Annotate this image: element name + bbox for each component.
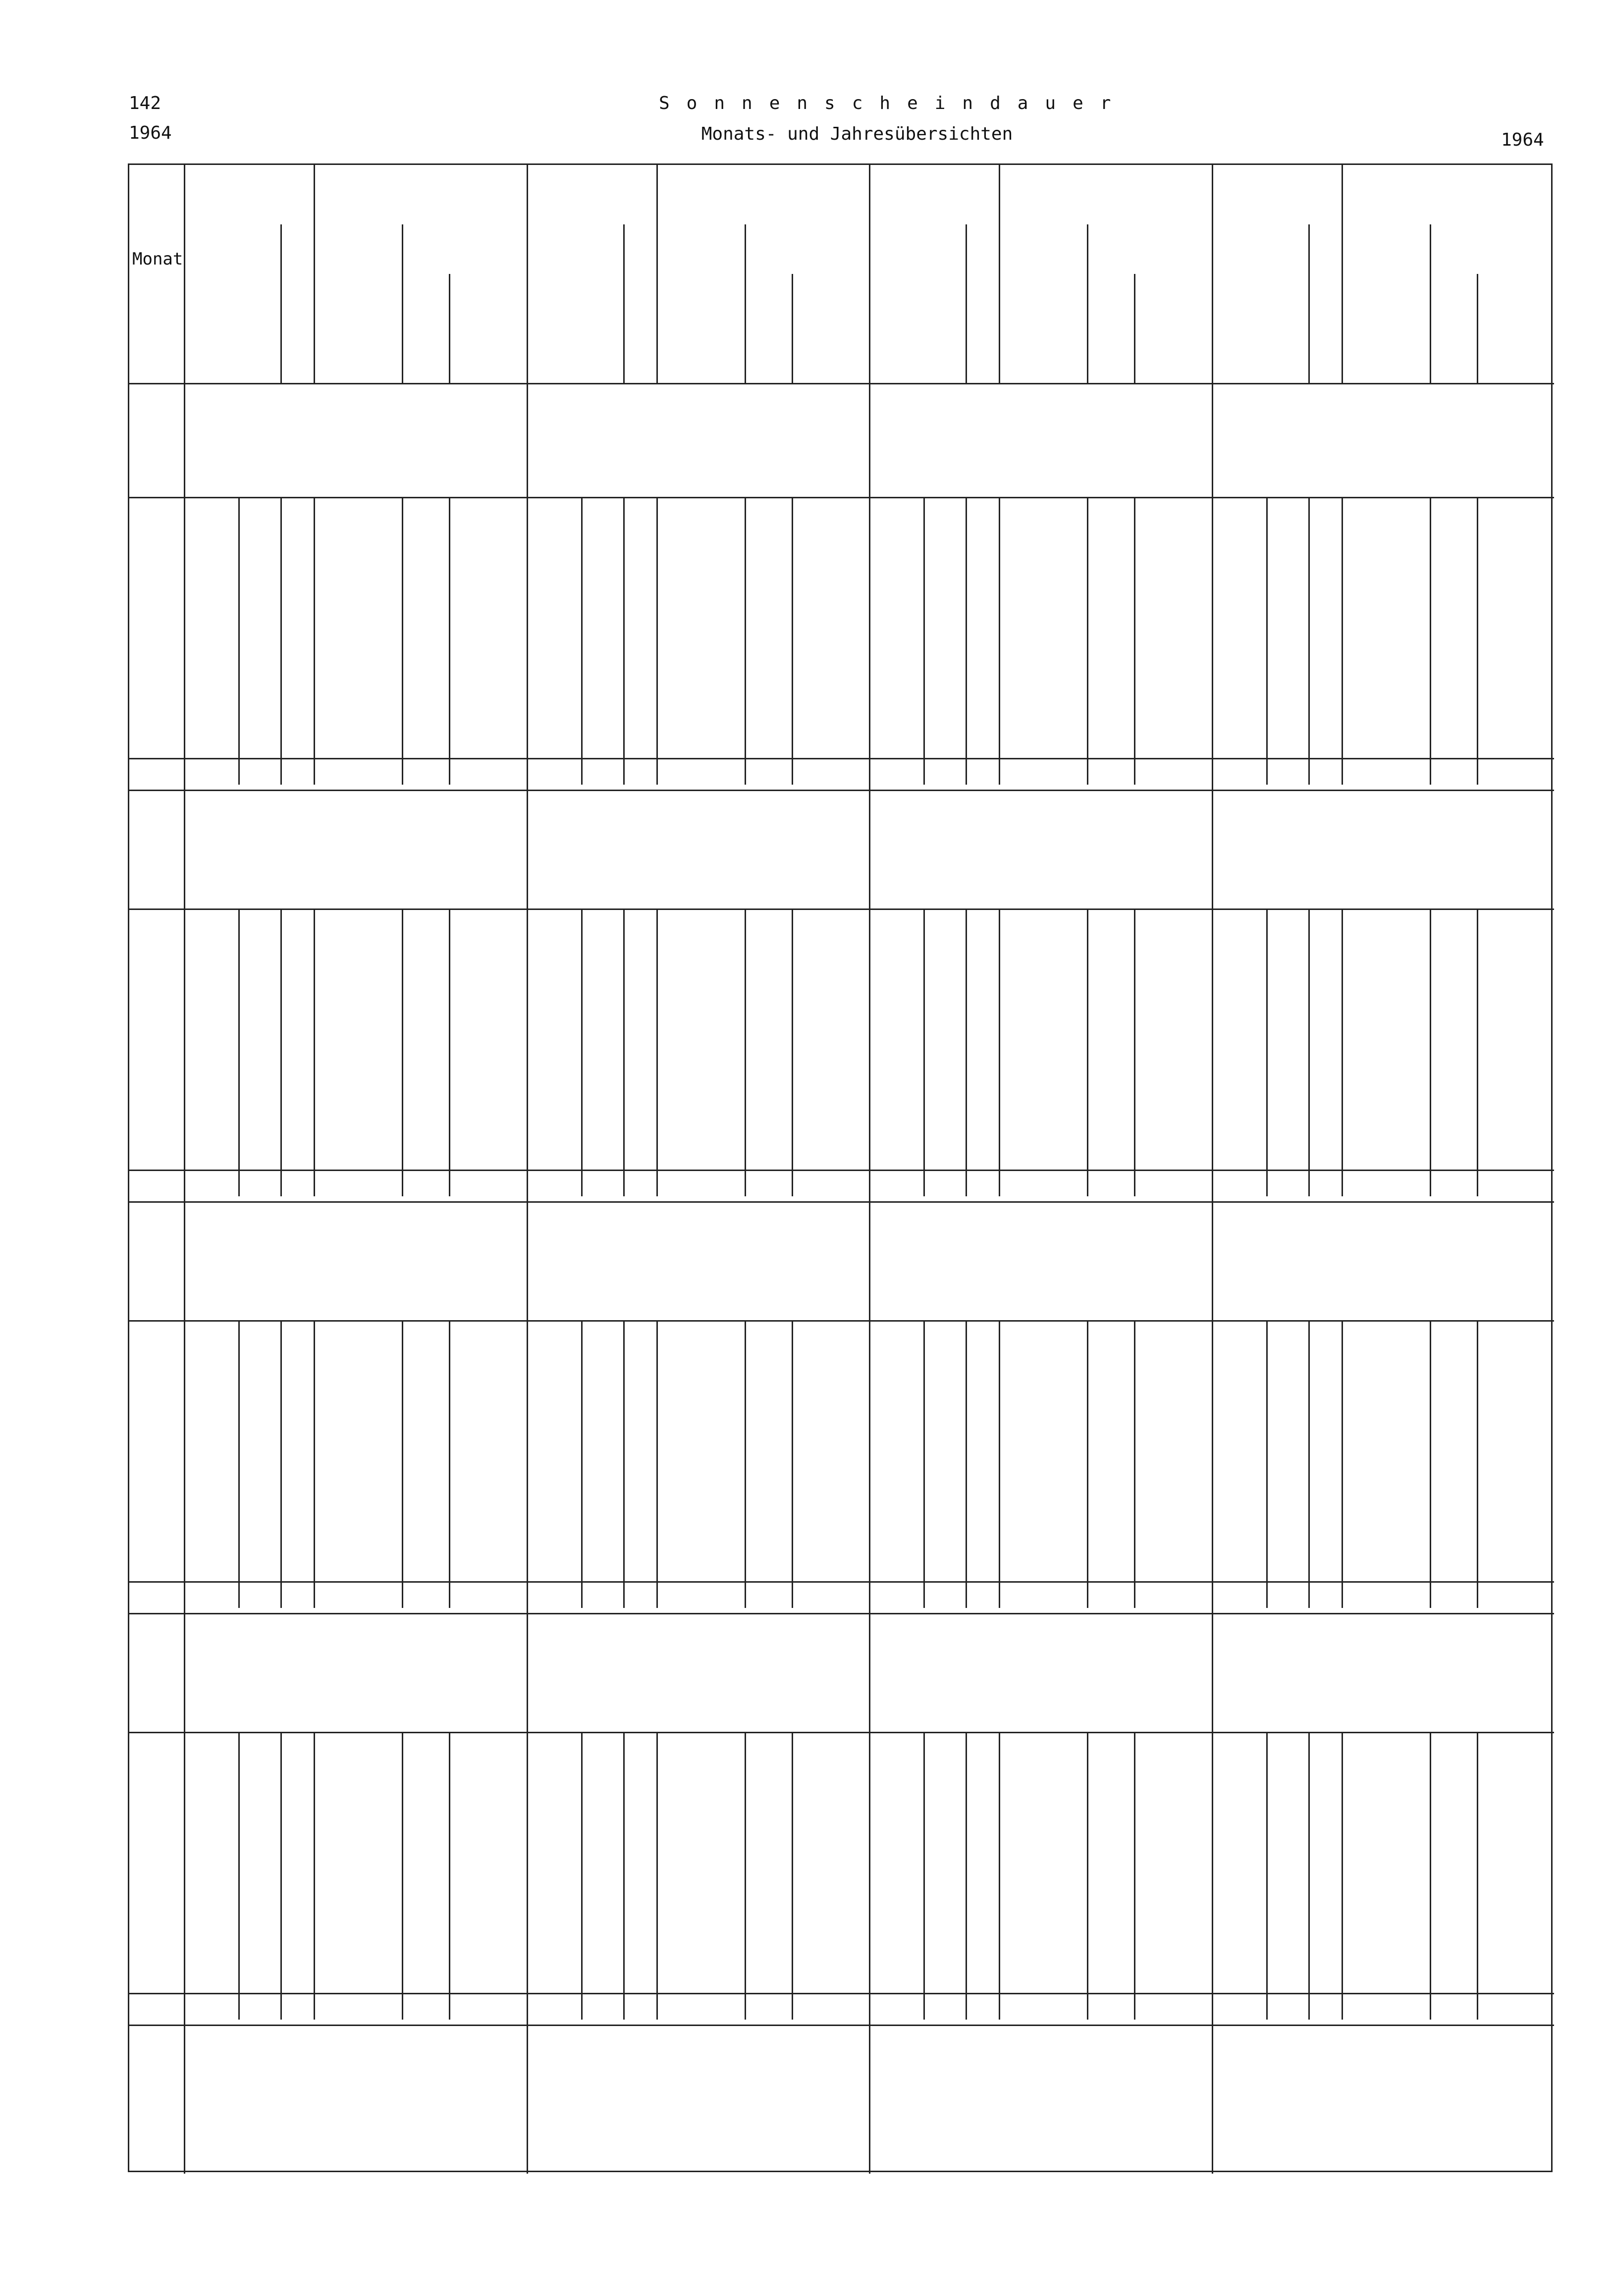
column-line xyxy=(623,497,625,785)
column-line xyxy=(966,1732,967,2020)
column-line xyxy=(280,497,282,785)
column-line xyxy=(1477,1732,1478,2020)
column-line xyxy=(1134,497,1135,785)
year-left: 1964 xyxy=(129,123,172,143)
rule-line xyxy=(129,790,1554,791)
column-line xyxy=(314,497,315,785)
sunshine-table xyxy=(128,163,1553,2172)
rule-line xyxy=(129,383,1554,384)
column-line xyxy=(280,224,282,383)
column-line xyxy=(314,1732,315,2020)
column-line xyxy=(623,1320,625,1608)
column-line xyxy=(280,1320,282,1608)
column-line xyxy=(1308,1732,1310,2020)
column-line xyxy=(999,1732,1000,2020)
column-line xyxy=(966,497,967,785)
rule-line xyxy=(129,497,1554,498)
column-line xyxy=(923,1732,925,2020)
column-line xyxy=(1308,908,1310,1196)
column-line xyxy=(1430,224,1431,383)
column-line xyxy=(999,497,1000,785)
column-line xyxy=(1134,908,1135,1196)
column-line xyxy=(1134,1732,1135,2020)
column-line xyxy=(923,1320,925,1608)
column-line xyxy=(656,908,658,1196)
rule-line xyxy=(129,908,1554,910)
column-line xyxy=(623,908,625,1196)
column-line xyxy=(999,165,1000,383)
column-line xyxy=(1308,1320,1310,1608)
column-line xyxy=(238,908,240,1196)
column-line xyxy=(449,497,450,785)
column-line xyxy=(238,1732,240,2020)
column-line xyxy=(656,1320,658,1608)
column-line xyxy=(184,165,185,2174)
column-line xyxy=(402,908,403,1196)
column-line xyxy=(1308,224,1310,383)
column-line xyxy=(314,1320,315,1608)
column-line xyxy=(745,224,746,383)
column-line xyxy=(1087,497,1088,785)
column-line xyxy=(1087,1320,1088,1608)
rule-line xyxy=(129,1320,1554,1322)
column-line xyxy=(314,165,315,383)
column-line xyxy=(1430,497,1431,785)
column-line xyxy=(792,908,793,1196)
column-line xyxy=(966,1320,967,1608)
column-line xyxy=(1087,908,1088,1196)
column-line xyxy=(581,497,583,785)
column-line xyxy=(581,908,583,1196)
column-line xyxy=(656,497,658,785)
column-line xyxy=(1477,1320,1478,1608)
rule-line xyxy=(129,1732,1554,1733)
column-line xyxy=(581,1732,583,2020)
column-line xyxy=(923,908,925,1196)
column-line xyxy=(238,497,240,785)
column-line xyxy=(1087,224,1088,383)
column-line xyxy=(238,1320,240,1608)
column-line xyxy=(999,1320,1000,1608)
column-line xyxy=(999,908,1000,1196)
monat-header: Monat xyxy=(132,249,183,269)
column-line xyxy=(745,1732,746,2020)
column-line xyxy=(792,497,793,785)
column-line xyxy=(966,908,967,1196)
column-line xyxy=(581,1320,583,1608)
column-line xyxy=(1342,1732,1343,2020)
column-line xyxy=(402,1732,403,2020)
column-line xyxy=(745,908,746,1196)
column-line xyxy=(449,274,450,383)
rule-line xyxy=(129,758,1554,759)
rule-line xyxy=(129,1170,1554,1171)
column-line xyxy=(314,908,315,1196)
column-line xyxy=(966,224,967,383)
rule-line xyxy=(129,1581,1554,1583)
column-line xyxy=(1342,497,1343,785)
column-line xyxy=(792,1320,793,1608)
column-line xyxy=(792,274,793,383)
column-line xyxy=(1477,908,1478,1196)
column-line xyxy=(656,1732,658,2020)
rule-line xyxy=(129,2025,1554,2026)
column-line xyxy=(402,224,403,383)
column-line xyxy=(402,1320,403,1608)
column-line xyxy=(1430,1732,1431,2020)
column-line xyxy=(745,497,746,785)
column-line xyxy=(1430,1320,1431,1608)
column-line xyxy=(923,497,925,785)
column-line xyxy=(1477,497,1478,785)
column-line xyxy=(280,908,282,1196)
column-line xyxy=(1266,1320,1268,1608)
rule-line xyxy=(129,1993,1554,1994)
column-line xyxy=(449,908,450,1196)
column-line xyxy=(623,224,625,383)
column-line xyxy=(656,165,658,383)
column-line xyxy=(1087,1732,1088,2020)
page-title: Sonnenscheindauer xyxy=(659,93,1128,113)
page-subtitle: Monats- und Jahresübersichten xyxy=(701,124,1013,144)
column-line xyxy=(449,1320,450,1608)
column-line xyxy=(1342,165,1343,383)
column-line xyxy=(1134,274,1135,383)
rule-line xyxy=(129,1201,1554,1203)
column-line xyxy=(623,1732,625,2020)
column-line xyxy=(280,1732,282,2020)
column-line xyxy=(449,1732,450,2020)
column-line xyxy=(402,497,403,785)
column-line xyxy=(1266,908,1268,1196)
year-right: 1964 xyxy=(1501,130,1544,150)
column-line xyxy=(1134,1320,1135,1608)
rule-line xyxy=(129,1613,1554,1614)
column-line xyxy=(1266,497,1268,785)
column-line xyxy=(1430,908,1431,1196)
column-line xyxy=(1266,1732,1268,2020)
column-line xyxy=(1342,1320,1343,1608)
column-line xyxy=(745,1320,746,1608)
page-number: 142 xyxy=(129,93,161,113)
column-line xyxy=(1477,274,1478,383)
column-line xyxy=(1342,908,1343,1196)
column-line xyxy=(792,1732,793,2020)
column-line xyxy=(1308,497,1310,785)
